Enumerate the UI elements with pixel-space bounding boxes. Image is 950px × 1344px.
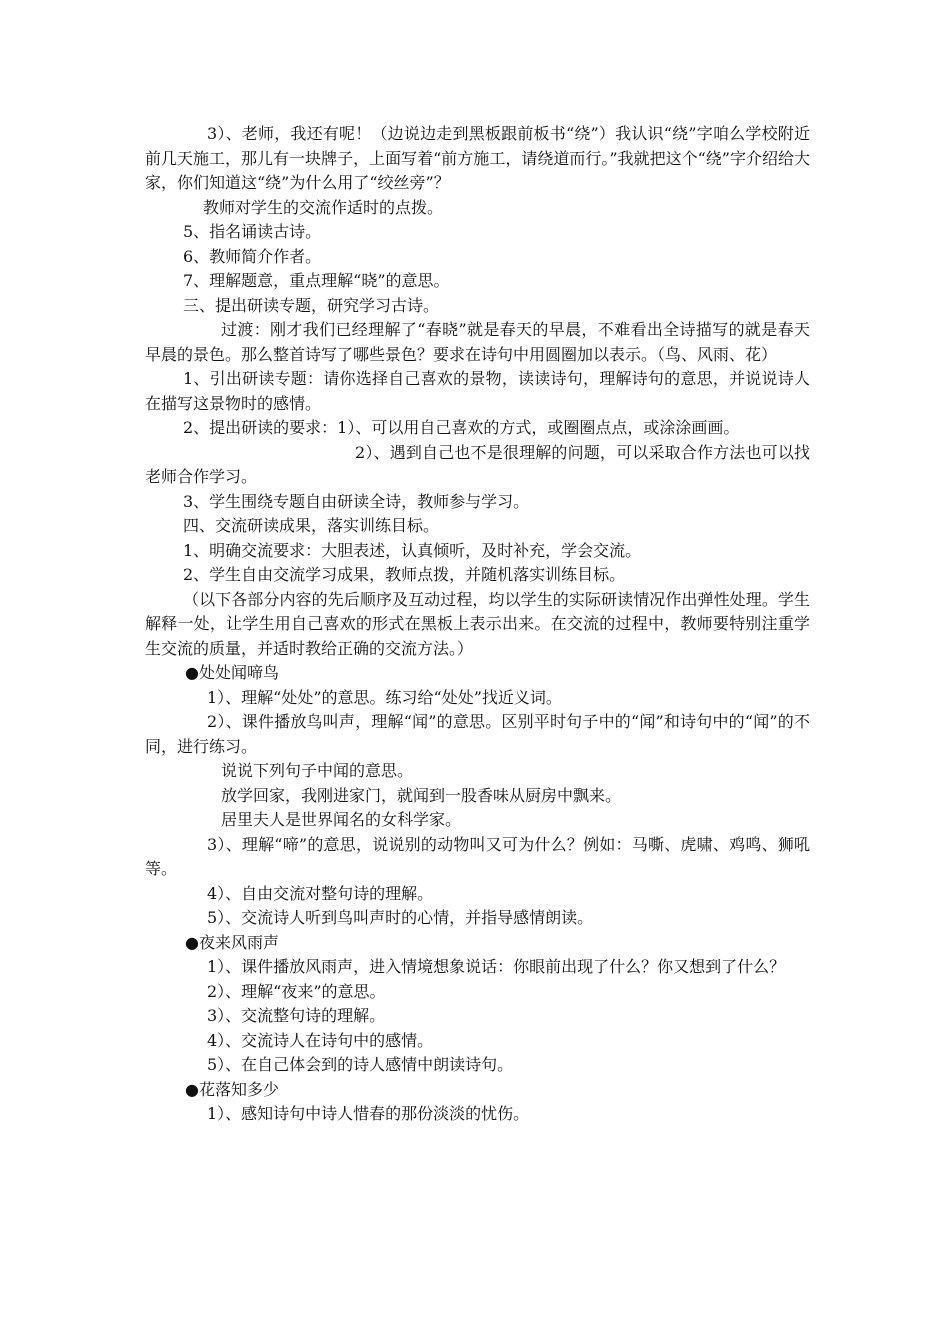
section-heading: 三、提出研读专题，研究学习古诗。 <box>183 295 440 315</box>
paragraph: 说说下列句子中闻的意思。 <box>221 761 414 780</box>
paragraph: 4）、交流诗人在诗句中的感情。 <box>207 1030 434 1050</box>
paragraph: 3）、理解“啼”的意思，说说别的动物叫又可为什么？例如：马嘶、虎啸、鸡鸣、狮吼等。 <box>145 834 810 878</box>
paragraph: 4）、自由交流对整句诗的理解。 <box>207 883 434 903</box>
paragraph: 2）、遇到自己也不是很理解的问题，可以采取合作方法也可以找老师合作学习。 <box>145 442 810 486</box>
paragraph: 2、提出研读的要求：1）、可以用自己喜欢的方式，或圈圈点点，或涂涂画画。 <box>183 418 740 437</box>
paragraph: 5）、在自己体会到的诗人感情中朗读诗句。 <box>207 1055 514 1074</box>
paragraph: 1、明确交流要求：大胆表述，认真倾听，及时补充，学会交流。 <box>183 540 642 560</box>
paragraph: 6、教师简介作者。 <box>183 246 322 266</box>
paragraph: 5、指名诵读古诗。 <box>183 222 322 241</box>
paragraph: 1、引出研读专题：请你选择自己喜欢的景物，读读诗句，理解诗句的意思，并说说诗人在描写这景物时的感情。 <box>145 369 810 413</box>
paragraph: （以下各部分内容的先后顺序及互动过程，均以学生的实际研读情况作出弹性处理。学生解释一处，让学生用自己喜欢的形式在黑板上表示出来。在交流的过程中，教师要特别注重学生交流的质量，并适时教给正确的交流方法。） <box>145 589 810 658</box>
paragraph: 1）、课件播放风雨声，进入情境想象说话：你眼前出现了什么？你又想到了什么？ <box>207 957 786 976</box>
paragraph: 过渡：刚才我们已经理解了“春晓”就是春天的早晨，不难看出全诗描写的就是春天早晨的景色。那么整首诗写了哪些景色？要求在诗句中用圆圈加以表示。（鸟、风雨、花） <box>145 320 810 364</box>
paragraph: 1）、理解“处处”的意思。练习给“处处”找近义词。 <box>207 687 562 707</box>
paragraph: 教师对学生的交流作适时的点拨。 <box>203 197 444 217</box>
bullet-heading: ●花落知多少 <box>185 1079 279 1099</box>
bullet-heading: ●处处闻啼鸟 <box>185 663 279 682</box>
paragraph: 3）、老师，我还有呢！（边说边走到黑板跟前板书“绕”）我认识“绕”字咱么学校附近前几天施工，那儿有一块牌子，上面写着“前方施工，请绕道而行。”我就把这个“绕”字介绍给大家，你们知道这“绕”为什么用了“绞丝旁”？ <box>145 124 810 192</box>
paragraph: 5）、交流诗人听到鸟叫声时的心情，并指导感情朗读。 <box>207 908 594 927</box>
paragraph: 2）、课件播放鸟叫声，理解“闻”的意思。区别平时句子中的“闻”和诗句中的“闻”的不同，进行练习。 <box>145 712 810 756</box>
paragraph: 3）、交流整句诗的理解。 <box>207 1006 386 1025</box>
document-body <box>145 122 810 1127</box>
paragraph: 2）、理解“夜来”的意思。 <box>207 981 386 1001</box>
paragraph: 7、理解题意，重点理解“晓”的意思。 <box>183 271 450 290</box>
section-heading: 四、交流研读成果，落实训练目标。 <box>183 516 440 535</box>
paragraph: 1）、感知诗句中诗人惜春的那份淡淡的忧伤。 <box>207 1104 530 1123</box>
paragraph: 2、学生自由交流学习成果，教师点拨，并随机落实训练目标。 <box>183 565 626 584</box>
paragraph: 放学回家，我刚进家门，就闻到一股香味从厨房中飘来。 <box>221 785 622 805</box>
paragraph: 3、学生围绕专题自由研读全诗，教师参与学习。 <box>183 491 530 511</box>
bullet-heading: ●夜来风雨声 <box>185 932 279 952</box>
paragraph: 居里夫人是世界闻名的女科学家。 <box>221 810 462 829</box>
